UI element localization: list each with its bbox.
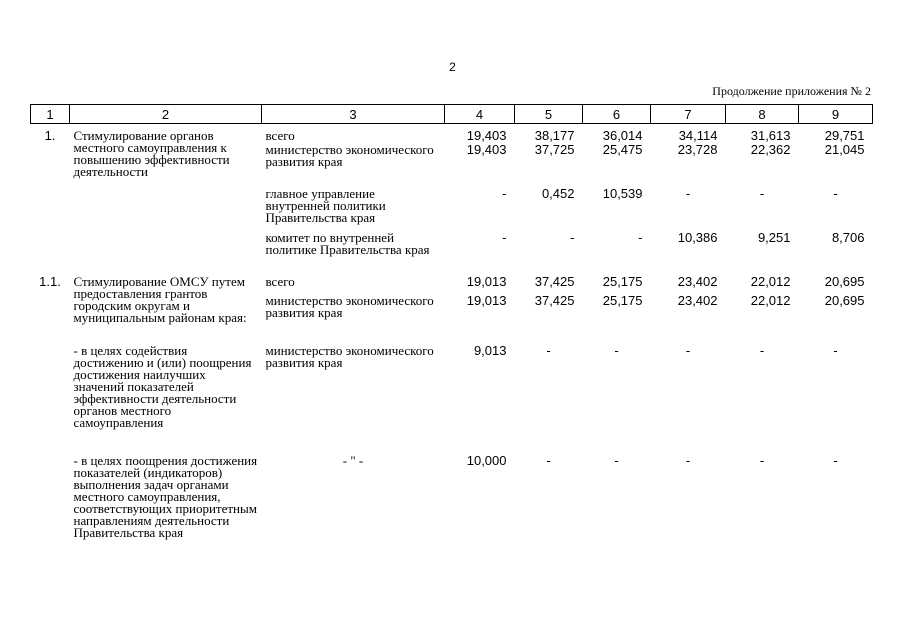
value-cell: - bbox=[685, 452, 691, 468]
value-cell: - bbox=[685, 185, 691, 201]
value-cell: 38,177 bbox=[534, 128, 575, 143]
value-cell: 8,706 bbox=[831, 229, 865, 245]
value-cell: - bbox=[833, 452, 838, 468]
item-name: Стимулирование органов местного самоуправления к повышению эффективности деятельности bbox=[73, 128, 230, 179]
row-number: 1. bbox=[44, 128, 56, 143]
appendix-continuation-label: Продолжение приложения № 2 bbox=[712, 84, 871, 98]
funding-source: - " - bbox=[342, 452, 364, 468]
header-row bbox=[31, 105, 873, 124]
value-cell: - bbox=[546, 342, 551, 358]
value-cell: 25,475 bbox=[602, 141, 643, 157]
col-header-5: 5 bbox=[515, 105, 583, 124]
funding-source: министерство экономического развития края bbox=[265, 141, 434, 169]
value-cell: 37,425 bbox=[534, 273, 575, 289]
value-cell: 23,402 bbox=[677, 273, 718, 289]
value-cell: 34,114 bbox=[678, 128, 718, 143]
value-cell: 22,012 bbox=[750, 292, 791, 308]
col-header-1: 1 bbox=[31, 105, 70, 124]
value-cell: 23,402 bbox=[677, 292, 718, 308]
row-number: 1.1. bbox=[39, 273, 61, 289]
value-cell: - bbox=[614, 342, 619, 358]
value-cell: - bbox=[833, 342, 838, 358]
value-cell: - bbox=[833, 185, 838, 201]
table-row bbox=[31, 276, 873, 295]
row-number bbox=[31, 295, 70, 345]
value-cell: 36,014 bbox=[602, 128, 643, 143]
value-cell: 31,613 bbox=[750, 128, 791, 143]
value-cell: 37,425 bbox=[534, 292, 575, 308]
funding-source: всего bbox=[265, 273, 295, 289]
value-cell: 37,725 bbox=[534, 141, 575, 157]
col-header-6: 6 bbox=[583, 105, 651, 124]
value-cell: - bbox=[685, 342, 691, 358]
row-number bbox=[31, 345, 70, 455]
funding-source: министерство экономического развития края bbox=[265, 342, 434, 370]
value-cell: 21,045 bbox=[824, 141, 865, 157]
item-name: Стимулирование ОМСУ путем предоставления грантов городским округам и муниципальным районам края: bbox=[73, 273, 247, 325]
value-cell: - bbox=[759, 185, 765, 201]
col-header-2: 2 bbox=[70, 105, 262, 124]
page-number: 2 bbox=[449, 60, 456, 74]
table-row bbox=[31, 345, 873, 455]
value-cell: 22,012 bbox=[750, 273, 791, 289]
row-number bbox=[31, 188, 70, 232]
item-name: - в целях содействия достижению и (или) поощрения достижения наилучших значений показателей эффективности деятельности органов местного самоуправления bbox=[73, 342, 252, 430]
funding-source: всего bbox=[265, 128, 295, 143]
table-row bbox=[31, 455, 873, 585]
funding-source: комитет по внутренней политике Правительства края bbox=[265, 229, 430, 257]
value-cell: - bbox=[638, 229, 643, 245]
value-cell: 10,386 bbox=[677, 229, 718, 245]
funding-source: главное управление внутренней политики Правительства края bbox=[265, 185, 386, 225]
value-cell: - bbox=[614, 452, 619, 468]
value-cell: 22,362 bbox=[750, 141, 791, 157]
value-cell: 23,728 bbox=[677, 141, 718, 157]
col-header-3: 3 bbox=[262, 105, 445, 124]
value-cell: - bbox=[502, 185, 507, 201]
value-cell: 9,013 bbox=[473, 342, 507, 358]
value-cell: - bbox=[502, 229, 507, 245]
value-cell: 0,452 bbox=[541, 185, 575, 201]
table-row bbox=[31, 124, 873, 144]
value-cell: 10,539 bbox=[602, 185, 643, 201]
value-cell: - bbox=[546, 452, 551, 468]
row-number bbox=[31, 232, 70, 276]
col-header-4: 4 bbox=[445, 105, 515, 124]
value-cell: 29,751 bbox=[824, 128, 865, 143]
value-cell: 9,251 bbox=[757, 229, 791, 245]
funding-source: министерство экономического развития края bbox=[265, 292, 434, 320]
value-cell: 19,013 bbox=[466, 273, 507, 289]
value-cell: 20,695 bbox=[824, 273, 865, 289]
col-header-9: 9 bbox=[799, 105, 873, 124]
row-number bbox=[31, 455, 70, 585]
value-cell: 25,175 bbox=[602, 273, 643, 289]
row-number bbox=[31, 144, 70, 188]
value-cell: 25,175 bbox=[602, 292, 643, 308]
col-header-8: 8 bbox=[726, 105, 799, 124]
budget-table bbox=[30, 104, 873, 585]
value-cell: 19,403 bbox=[466, 128, 507, 143]
value-cell: - bbox=[759, 342, 765, 358]
col-header-7: 7 bbox=[651, 105, 726, 124]
value-cell: 20,695 bbox=[824, 292, 865, 308]
value-cell: 19,013 bbox=[466, 292, 507, 308]
value-cell: 19,403 bbox=[466, 141, 507, 157]
value-cell: - bbox=[570, 229, 575, 245]
value-cell: 10,000 bbox=[466, 452, 507, 468]
item-name: - в целях поощрения достижения показателей (индикаторов) выполнения задач органами местного самоуправления, соответствующих приоритетным направлениям деятельности Правительства края bbox=[73, 452, 258, 540]
value-cell: - bbox=[759, 452, 765, 468]
